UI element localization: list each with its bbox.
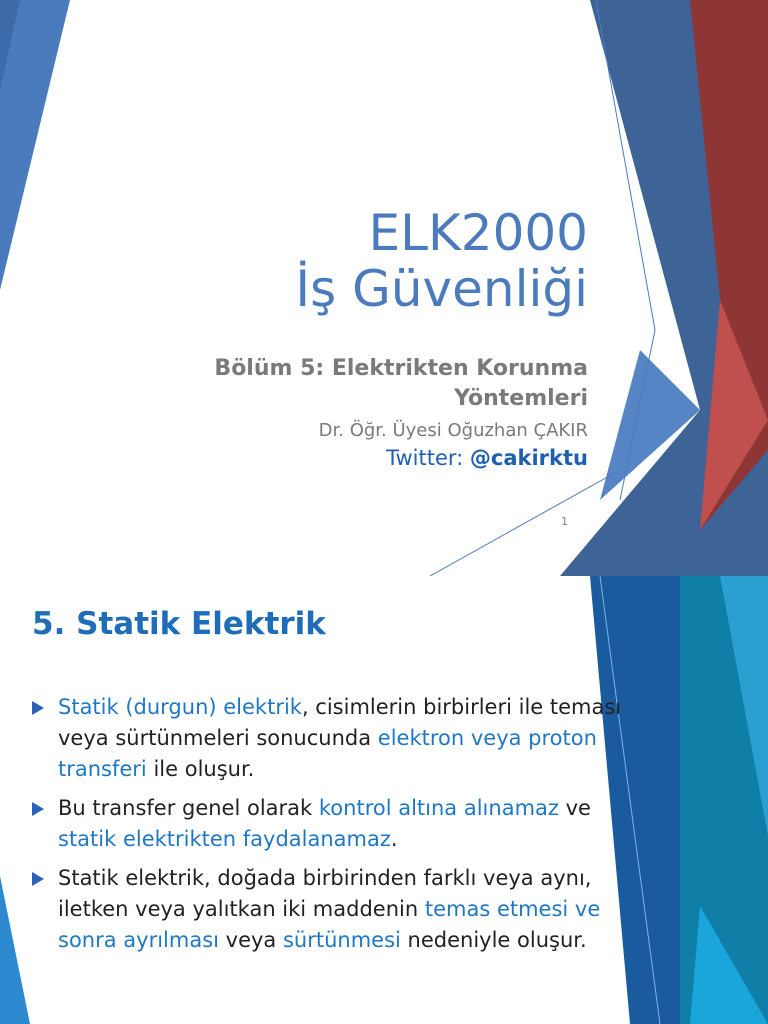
body-text: ve — [558, 796, 591, 820]
triangle-bullet-icon — [32, 802, 44, 816]
twitter-label: Twitter: — [386, 446, 470, 470]
author-name: Dr. Öğr. Üyesi Oğuzhan ÇAKIR — [318, 420, 588, 441]
highlight-text: kontrol altına alınamaz — [318, 796, 559, 820]
title-line-1: ELK2000 — [368, 204, 588, 262]
left-blue-shape — [0, 0, 70, 290]
bullet-list — [32, 692, 622, 964]
twitter-line — [386, 445, 588, 471]
subtitle-line-2: Yöntemleri — [454, 386, 588, 411]
highlight-text: sürtünmesi — [282, 928, 401, 952]
body-text: ile oluşur. — [146, 757, 255, 781]
highlight-text: elektron veya proton transferi — [58, 726, 597, 781]
content-slide — [0, 576, 768, 1024]
body-text: Bu transfer genel olarak — [58, 796, 319, 820]
body-text: nedeniyle oluşur. — [400, 928, 587, 952]
body-text: , cisimlerin birbirleri ile teması veya sürtünmeleri sonucunda — [58, 695, 622, 750]
list-item — [32, 692, 622, 785]
twitter-handle[interactable]: @cakirktu — [469, 446, 588, 470]
section-title: 5. Statik Elektrik — [32, 606, 326, 642]
highlight-text: temas etmesi ve sonra ayrılması — [58, 897, 601, 952]
highlight-text: Statik (durgun) elektrik — [58, 695, 302, 719]
subtitle-line-1: Bölüm 5: Elektrikten Korunma — [214, 356, 588, 381]
triangle-bullet-icon — [32, 872, 44, 886]
page-number: 1 — [561, 515, 568, 528]
presentation-subtitle — [148, 354, 588, 414]
presentation-title — [295, 205, 588, 317]
list-item — [32, 863, 622, 956]
highlight-text: statik elektrikten faydalanamaz — [58, 827, 391, 851]
list-item — [32, 793, 622, 855]
body-text: veya — [218, 928, 283, 952]
triangle-bullet-icon — [32, 701, 44, 715]
body-text: . — [390, 827, 398, 851]
title-line-2: İş Güvenliği — [295, 260, 588, 318]
body-text: Statik elektrik, doğada birbirinden farklı veya aynı, iletken veya yalıtkan iki maddenin — [58, 866, 592, 921]
left-corner-shape — [0, 876, 30, 1024]
